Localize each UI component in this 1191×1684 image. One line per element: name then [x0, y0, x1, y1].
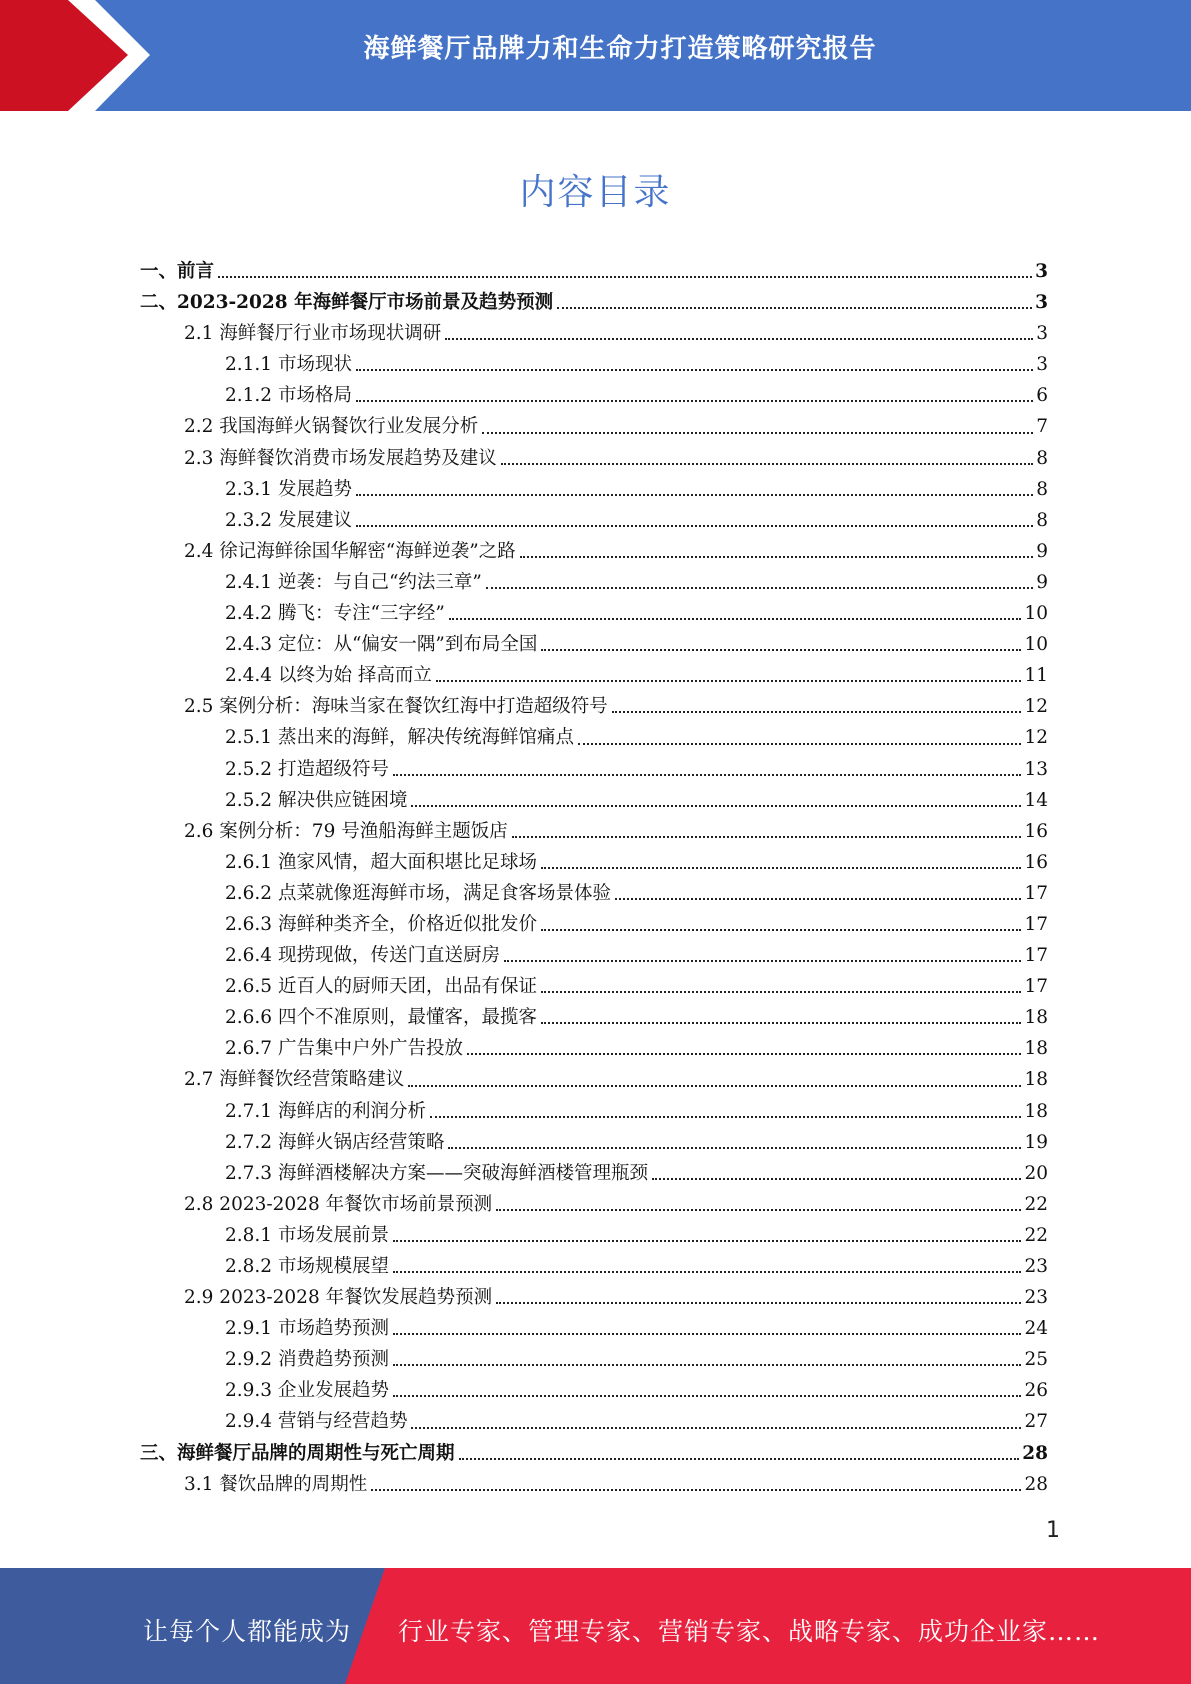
- toc-entry-label: 3.1 餐饮品牌的周期性: [184, 1473, 368, 1495]
- toc-entry[interactable]: [140, 1438, 1048, 1469]
- toc-dot-leader: [445, 338, 1033, 340]
- toc-entry-page: 8: [1036, 509, 1048, 531]
- toc-dot-leader: [486, 587, 1033, 589]
- toc-dot-leader: [411, 805, 1021, 807]
- toc-entry-label: 2.8 2023-2028 年餐饮市场前景预测: [184, 1193, 493, 1215]
- toc-dot-leader: [356, 369, 1033, 371]
- toc-entry-label: 2.2 我国海鲜火锅餐饮行业发展分析: [184, 416, 479, 438]
- toc-entry-page: 18: [1024, 1069, 1048, 1091]
- toc-entry[interactable]: [140, 1002, 1048, 1033]
- toc-dot-leader: [393, 1364, 1021, 1366]
- toc-dot-leader: [541, 649, 1021, 651]
- toc-dot-leader: [411, 1427, 1021, 1429]
- toc-entry-label: 2.6.5 近百人的厨师天团，出品有保证: [225, 976, 537, 998]
- toc-entry-page: 23: [1024, 1287, 1048, 1309]
- toc-entry-page: 22: [1024, 1193, 1048, 1215]
- toc-entry[interactable]: [140, 536, 1048, 567]
- toc-entry[interactable]: [140, 1096, 1048, 1127]
- toc-entry-page: 26: [1024, 1380, 1048, 1402]
- toc-entry-page: 3: [1035, 292, 1048, 314]
- toc-entry-label: 2.9.2 消费趋势预测: [225, 1349, 389, 1371]
- toc-entry-label: 2.7 海鲜餐饮经营策略建议: [184, 1069, 405, 1091]
- toc-entry-label: 2.6.3 海鲜种类齐全，价格近似批发价: [225, 913, 537, 935]
- toc-dot-leader: [356, 400, 1033, 402]
- toc-entry[interactable]: [140, 1282, 1048, 1313]
- toc-entry-page: 3: [1036, 354, 1048, 376]
- toc-entry[interactable]: [140, 256, 1048, 287]
- toc-entry-label: 2.6.7 广告集中户外广告投放: [225, 1038, 463, 1060]
- toc-entry[interactable]: [140, 691, 1048, 722]
- toc-entry-label: 2.9.3 企业发展趋势: [225, 1380, 389, 1402]
- toc-entry[interactable]: [140, 287, 1048, 318]
- toc-entry-label: 2.9.4 营销与经营趋势: [225, 1411, 408, 1433]
- toc-entry[interactable]: [140, 411, 1048, 442]
- toc-entry-page: 10: [1024, 634, 1048, 656]
- toc-entry-page: 8: [1036, 447, 1048, 469]
- toc-entry-label: 2.9.1 市场趋势预测: [225, 1318, 389, 1340]
- toc-entry[interactable]: [140, 318, 1048, 349]
- toc-entry[interactable]: [140, 754, 1048, 785]
- toc-dot-leader: [356, 494, 1033, 496]
- footer-banner: [0, 1568, 1191, 1684]
- toc-dot-leader: [541, 991, 1021, 993]
- toc-entry-page: 13: [1024, 758, 1048, 780]
- toc-entry-label: 2.9 2023-2028 年餐饮发展趋势预测: [184, 1287, 493, 1309]
- toc-dot-leader: [371, 1489, 1021, 1491]
- toc-dot-leader: [504, 960, 1021, 962]
- toc-entry-page: 28: [1024, 1473, 1048, 1495]
- toc-entry-page: 23: [1024, 1256, 1048, 1277]
- toc-dot-leader: [393, 774, 1021, 776]
- toc-entry-label: 2.1.2 市场格局: [225, 385, 352, 407]
- toc-dot-leader: [459, 1458, 1020, 1460]
- toc-entry[interactable]: [140, 1064, 1048, 1095]
- toc-entry-label: 2.4.4 以终为始 择高而立: [225, 665, 432, 687]
- toc-entry-page: 20: [1024, 1162, 1048, 1184]
- toc-entry[interactable]: [140, 660, 1048, 691]
- toc-entry[interactable]: [140, 1344, 1048, 1375]
- toc-dot-leader: [356, 525, 1033, 527]
- toc-entry-page: 17: [1024, 882, 1048, 904]
- toc-entry[interactable]: [140, 1220, 1048, 1251]
- toc-entry[interactable]: [140, 785, 1048, 816]
- toc-entry-label: 二、2023-2028 年海鲜餐厅市场前景及趋势预测: [140, 292, 554, 314]
- toc-entry[interactable]: [140, 505, 1048, 536]
- toc-dot-leader: [430, 1116, 1021, 1118]
- toc-entry-label: 一、前言: [140, 261, 215, 282]
- toc-entry-page: 17: [1024, 913, 1048, 935]
- toc-entry[interactable]: [140, 940, 1048, 971]
- toc-entry-page: 12: [1024, 727, 1048, 749]
- toc-entry-page: 6: [1036, 385, 1048, 407]
- toc-heading: 内容目录: [519, 172, 672, 213]
- toc-entry-page: 17: [1024, 976, 1048, 998]
- page-number: 1: [1046, 1518, 1060, 1543]
- toc-entry[interactable]: [140, 816, 1048, 847]
- toc-entry-label: 2.7.3 海鲜酒楼解决方案——突破海鲜酒楼管理瓶颈: [225, 1162, 648, 1184]
- toc-dot-leader: [218, 276, 1032, 278]
- toc-dot-leader: [578, 743, 1021, 745]
- toc-dot-leader: [496, 1302, 1021, 1304]
- toc-entry-label: 2.7.1 海鲜店的利润分析: [225, 1100, 426, 1122]
- toc-entry-label: 2.4.2 腾飞：专注“三字经”: [225, 603, 445, 625]
- toc-entry-page: 9: [1036, 571, 1048, 593]
- toc-entry-page: 9: [1036, 540, 1048, 562]
- footer-slogan-right: 行业专家、管理专家、营销专家、战略专家、成功企业家……: [398, 1617, 1101, 1646]
- toc-entry-label: 2.5.2 打造超级符号: [225, 758, 389, 780]
- toc-entry-page: 17: [1024, 945, 1048, 967]
- toc-entry[interactable]: [140, 1033, 1048, 1064]
- toc-dot-leader: [393, 1271, 1021, 1273]
- toc-dot-leader: [520, 556, 1034, 558]
- toc-entry-page: 18: [1024, 1038, 1048, 1060]
- toc-dot-leader: [541, 929, 1021, 931]
- toc-entry[interactable]: [140, 380, 1048, 411]
- header-banner: [0, 0, 1191, 111]
- toc-entry-label: 2.6 案例分析：79 号渔船海鲜主题饭店: [184, 820, 508, 842]
- toc-dot-leader: [467, 1053, 1021, 1055]
- toc-entry-label: 2.5.1 蒸出来的海鲜，解决传统海鲜馆痛点: [225, 727, 574, 749]
- toc-entry[interactable]: [140, 349, 1048, 380]
- toc-entry-label: 2.4.1 逆袭：与自己“约法三章”: [225, 571, 482, 593]
- toc-entry-label: 2.6.2 点菜就像逛海鲜市场，满足食客场景体验: [225, 882, 611, 904]
- toc-entry[interactable]: [140, 567, 1048, 598]
- toc-entry-label: 2.3.2 发展建议: [225, 509, 352, 531]
- toc-entry-page: 7: [1036, 416, 1048, 438]
- table-of-contents: [140, 256, 1048, 1500]
- toc-entry[interactable]: [140, 1375, 1048, 1406]
- toc-entry-page: 14: [1024, 789, 1048, 811]
- toc-entry-label: 2.4.3 定位：从“偏安一隅”到布局全国: [225, 634, 538, 656]
- toc-entry[interactable]: [140, 1127, 1048, 1158]
- toc-entry[interactable]: [140, 1469, 1048, 1500]
- report-title: 海鲜餐厅品牌力和生命力打造策略研究报告: [363, 34, 877, 64]
- toc-entry[interactable]: [140, 598, 1048, 629]
- toc-dot-leader: [393, 1333, 1021, 1335]
- toc-entry-label: 2.1 海鲜餐厅行业市场现状调研: [184, 323, 442, 345]
- toc-dot-leader: [448, 1147, 1021, 1149]
- toc-entry-label: 2.5.2 解决供应链困境: [225, 789, 408, 811]
- toc-entry-label: 2.3 海鲜餐饮消费市场发展趋势及建议: [184, 447, 497, 469]
- toc-entry[interactable]: [140, 878, 1048, 909]
- toc-dot-leader: [512, 836, 1022, 838]
- toc-dot-leader: [615, 898, 1021, 900]
- toc-entry-page: 3: [1036, 323, 1048, 345]
- toc-dot-leader: [557, 307, 1032, 309]
- toc-entry[interactable]: [140, 443, 1048, 474]
- toc-entry[interactable]: [140, 1313, 1048, 1344]
- toc-entry-page: 18: [1024, 1007, 1048, 1029]
- toc-dot-leader: [449, 618, 1022, 620]
- toc-dot-leader: [541, 867, 1021, 869]
- toc-entry[interactable]: [140, 909, 1048, 940]
- toc-entry-page: 28: [1022, 1442, 1048, 1464]
- toc-entry-label: 2.6.1 渔家风情，超大面积堪比足球场: [225, 851, 537, 873]
- toc-dot-leader: [393, 1240, 1021, 1242]
- toc-dot-leader: [408, 1085, 1021, 1087]
- toc-dot-leader: [496, 1209, 1021, 1211]
- toc-entry-page: 3: [1035, 261, 1048, 282]
- toc-entry[interactable]: [140, 1189, 1048, 1220]
- toc-dot-leader: [393, 1395, 1021, 1397]
- toc-entry[interactable]: [140, 1158, 1048, 1189]
- toc-entry-label: 2.6.6 四个不准原则，最懂客，最揽客: [225, 1007, 537, 1029]
- toc-entry-label: 2.5 案例分析：海味当家在餐饮红海中打造超级符号: [184, 696, 608, 718]
- toc-entry[interactable]: [140, 971, 1048, 1002]
- toc-entry-page: 27: [1024, 1411, 1048, 1433]
- toc-entry-page: 16: [1024, 820, 1048, 842]
- toc-entry-page: 11: [1024, 665, 1048, 687]
- toc-entry-label: 三、海鲜餐厅品牌的周期性与死亡周期: [140, 1442, 455, 1464]
- toc-entry-page: 16: [1024, 851, 1048, 873]
- toc-entry-label: 2.4 徐记海鲜徐国华解密“海鲜逆袭”之路: [184, 540, 516, 562]
- toc-entry[interactable]: [140, 474, 1048, 505]
- toc-dot-leader: [612, 711, 1022, 713]
- toc-entry-label: 2.8.1 市场发展前景: [225, 1224, 389, 1246]
- toc-entry-page: 8: [1036, 478, 1048, 500]
- toc-entry-label: 2.7.2 海鲜火锅店经营策略: [225, 1131, 445, 1153]
- toc-dot-leader: [501, 463, 1033, 465]
- toc-entry-label: 2.3.1 发展趋势: [225, 478, 352, 500]
- toc-entry[interactable]: [140, 1406, 1048, 1437]
- toc-dot-leader: [541, 1022, 1021, 1024]
- toc-entry-label: 2.6.4 现捞现做，传送门直送厨房: [225, 945, 500, 967]
- toc-entry[interactable]: [140, 629, 1048, 660]
- toc-entry-page: 12: [1024, 696, 1048, 718]
- toc-dot-leader: [436, 680, 1022, 682]
- toc-entry-page: 19: [1024, 1131, 1048, 1153]
- footer-slogan-left: 让每个人都能成为: [143, 1617, 352, 1646]
- toc-entry[interactable]: [140, 847, 1048, 878]
- toc-entry-page: 10: [1024, 603, 1048, 625]
- toc-entry-page: 18: [1024, 1100, 1048, 1122]
- toc-entry-label: 2.8.2 市场规模展望: [225, 1256, 389, 1277]
- toc-dot-leader: [652, 1178, 1021, 1180]
- toc-entry-page: 24: [1024, 1318, 1048, 1340]
- toc-entry-label: 2.1.1 市场现状: [225, 354, 352, 376]
- toc-entry[interactable]: [140, 1251, 1048, 1282]
- toc-entry[interactable]: [140, 722, 1048, 753]
- toc-entry-page: 22: [1024, 1224, 1048, 1246]
- toc-dot-leader: [482, 432, 1033, 434]
- toc-entry-page: 25: [1024, 1349, 1048, 1371]
